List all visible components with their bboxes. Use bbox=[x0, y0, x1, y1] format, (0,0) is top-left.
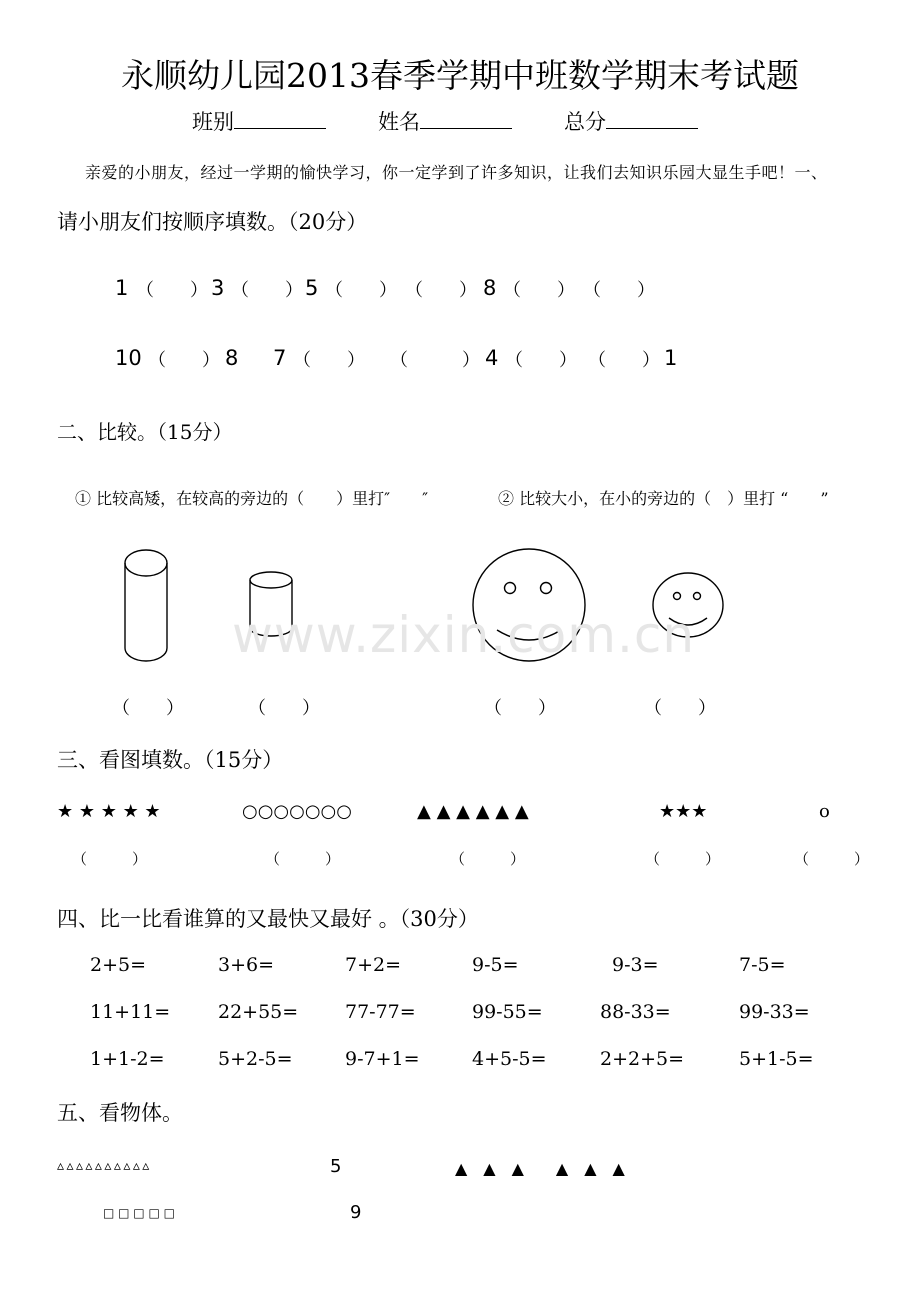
calc-item: 99-55= bbox=[472, 1001, 543, 1023]
circles-answer[interactable]: （ ） bbox=[265, 850, 341, 868]
calc-item: 22+55= bbox=[218, 1001, 299, 1023]
calc-item: 2+2+5= bbox=[600, 1048, 685, 1070]
class-field[interactable] bbox=[192, 106, 326, 136]
calc-item: 7-5= bbox=[739, 954, 786, 976]
section5-number-9: 9 bbox=[350, 1202, 362, 1223]
calc-item: 9-5= bbox=[472, 954, 519, 976]
seq2-blank-3[interactable]: （ ） bbox=[390, 350, 480, 371]
score-field[interactable] bbox=[564, 106, 698, 136]
big-smiley-answer[interactable]: （ ） bbox=[484, 698, 556, 719]
calc-item: 7+2= bbox=[345, 954, 402, 976]
name-blank[interactable] bbox=[420, 108, 512, 129]
calc-item: 88-33= bbox=[600, 1001, 671, 1023]
filled-triangles-row: ▲ ▲ ▲ ▲ ▲ ▲ bbox=[455, 1159, 625, 1178]
stars-answer[interactable]: （ ） bbox=[72, 850, 148, 868]
single-circle-group: o bbox=[819, 801, 830, 822]
seq1-blank-3[interactable]: （ ） bbox=[325, 280, 397, 301]
calc-item: 5+1-5= bbox=[739, 1048, 814, 1070]
calc-item: 77-77= bbox=[345, 1001, 416, 1023]
calc-item: 1+1-2= bbox=[90, 1048, 165, 1070]
seq1-blank-4[interactable]: （ ） bbox=[405, 280, 477, 301]
calc-item: 11+11= bbox=[90, 1001, 171, 1023]
seq2-num-8: 8 bbox=[225, 346, 239, 370]
seq1-blank-1[interactable]: （ ） bbox=[136, 280, 208, 301]
seq2-num-1: 1 bbox=[664, 346, 678, 370]
section2-sub2: ② 比较大小，在小的旁边的（ ）里打 “ ” bbox=[498, 489, 829, 508]
section4-title: 四、比一比看谁算的又最快又最好 。（30分） bbox=[57, 907, 479, 931]
section2-sub1: ① 比较高矮，在较高的旁边的（ ）里打″ ″ bbox=[75, 489, 429, 508]
name-label: 姓名 bbox=[378, 110, 420, 134]
seq2-blank-2[interactable]: （ ） bbox=[293, 350, 365, 371]
section2-title: 二、比较。（15分） bbox=[57, 420, 233, 444]
calc-item: 99-33= bbox=[739, 1001, 810, 1023]
seq2-blank-4[interactable]: （ ） bbox=[505, 350, 577, 371]
section1-title: 请小朋友们按顺序填数。（20分） bbox=[57, 210, 368, 234]
calc-item: 2+5= bbox=[90, 954, 147, 976]
score-blank[interactable] bbox=[606, 108, 698, 129]
small-smiley-answer[interactable]: （ ） bbox=[644, 698, 716, 719]
seq2-blank-5[interactable]: （ ） bbox=[588, 350, 660, 371]
class-label: 班别 bbox=[192, 110, 234, 134]
calc-item: 3+6= bbox=[218, 954, 275, 976]
section3-title: 三、看图填数。（15分） bbox=[57, 748, 284, 772]
seq2-num-4: 4 bbox=[485, 346, 499, 370]
short-cylinder-answer[interactable]: （ ） bbox=[248, 698, 320, 719]
seq2-blank-1[interactable]: （ ） bbox=[148, 350, 220, 371]
seq1-num-3: 3 bbox=[211, 276, 225, 300]
class-blank[interactable] bbox=[234, 108, 326, 129]
seq1-num-1: 1 bbox=[115, 276, 129, 300]
section5-title: 五、看物体。 bbox=[57, 1101, 183, 1125]
triangles-group: ▲ ▲ ▲ ▲ ▲ ▲ bbox=[417, 801, 529, 822]
circles-group: ○○○○○○○ bbox=[242, 801, 352, 822]
seq1-blank-6[interactable]: （ ） bbox=[583, 280, 655, 301]
watermark: www.zixin.com.cn bbox=[232, 606, 696, 664]
triangles-answer[interactable]: （ ） bbox=[450, 850, 526, 868]
three-stars-answer[interactable]: （ ） bbox=[645, 850, 721, 868]
calc-item: 5+2-5= bbox=[218, 1048, 293, 1070]
calc-item: 9-3= bbox=[612, 954, 659, 976]
name-field[interactable] bbox=[378, 106, 512, 136]
seq1-num-5: 5 bbox=[305, 276, 319, 300]
seq2-num-10: 10 bbox=[115, 346, 142, 370]
tall-cylinder-icon bbox=[125, 550, 167, 661]
seq2-num-7: 7 bbox=[273, 346, 287, 370]
intro-text: 亲爱的小朋友，经过一学期的愉快学习，你一定学到了许多知识，让我们去知识乐园大显生手吧！一、 bbox=[85, 163, 828, 182]
tall-cylinder-answer[interactable]: （ ） bbox=[112, 698, 184, 719]
score-label: 总分 bbox=[564, 110, 606, 134]
seq1-num-8: 8 bbox=[483, 276, 497, 300]
seq1-blank-5[interactable]: （ ） bbox=[503, 280, 575, 301]
stars-group: ★ ★ ★ ★ ★ bbox=[57, 801, 161, 822]
small-triangles-row: ▵ ▵ ▵ ▵ ▵ ▵ ▵ ▵ ▵ ▵ bbox=[57, 1158, 149, 1174]
calc-item: 9-7+1= bbox=[345, 1048, 420, 1070]
three-stars-group: ★★★ bbox=[659, 801, 708, 822]
single-circle-answer[interactable]: （ ） bbox=[794, 850, 870, 868]
seq1-blank-2[interactable]: （ ） bbox=[231, 280, 303, 301]
squares-row: □ □ □ □ □ bbox=[103, 1206, 175, 1220]
section5-number-5: 5 bbox=[330, 1156, 342, 1177]
page-title: 永顺幼儿园2013春季学期中班数学期末考试题 bbox=[121, 56, 799, 95]
calc-item: 4+5-5= bbox=[472, 1048, 547, 1070]
